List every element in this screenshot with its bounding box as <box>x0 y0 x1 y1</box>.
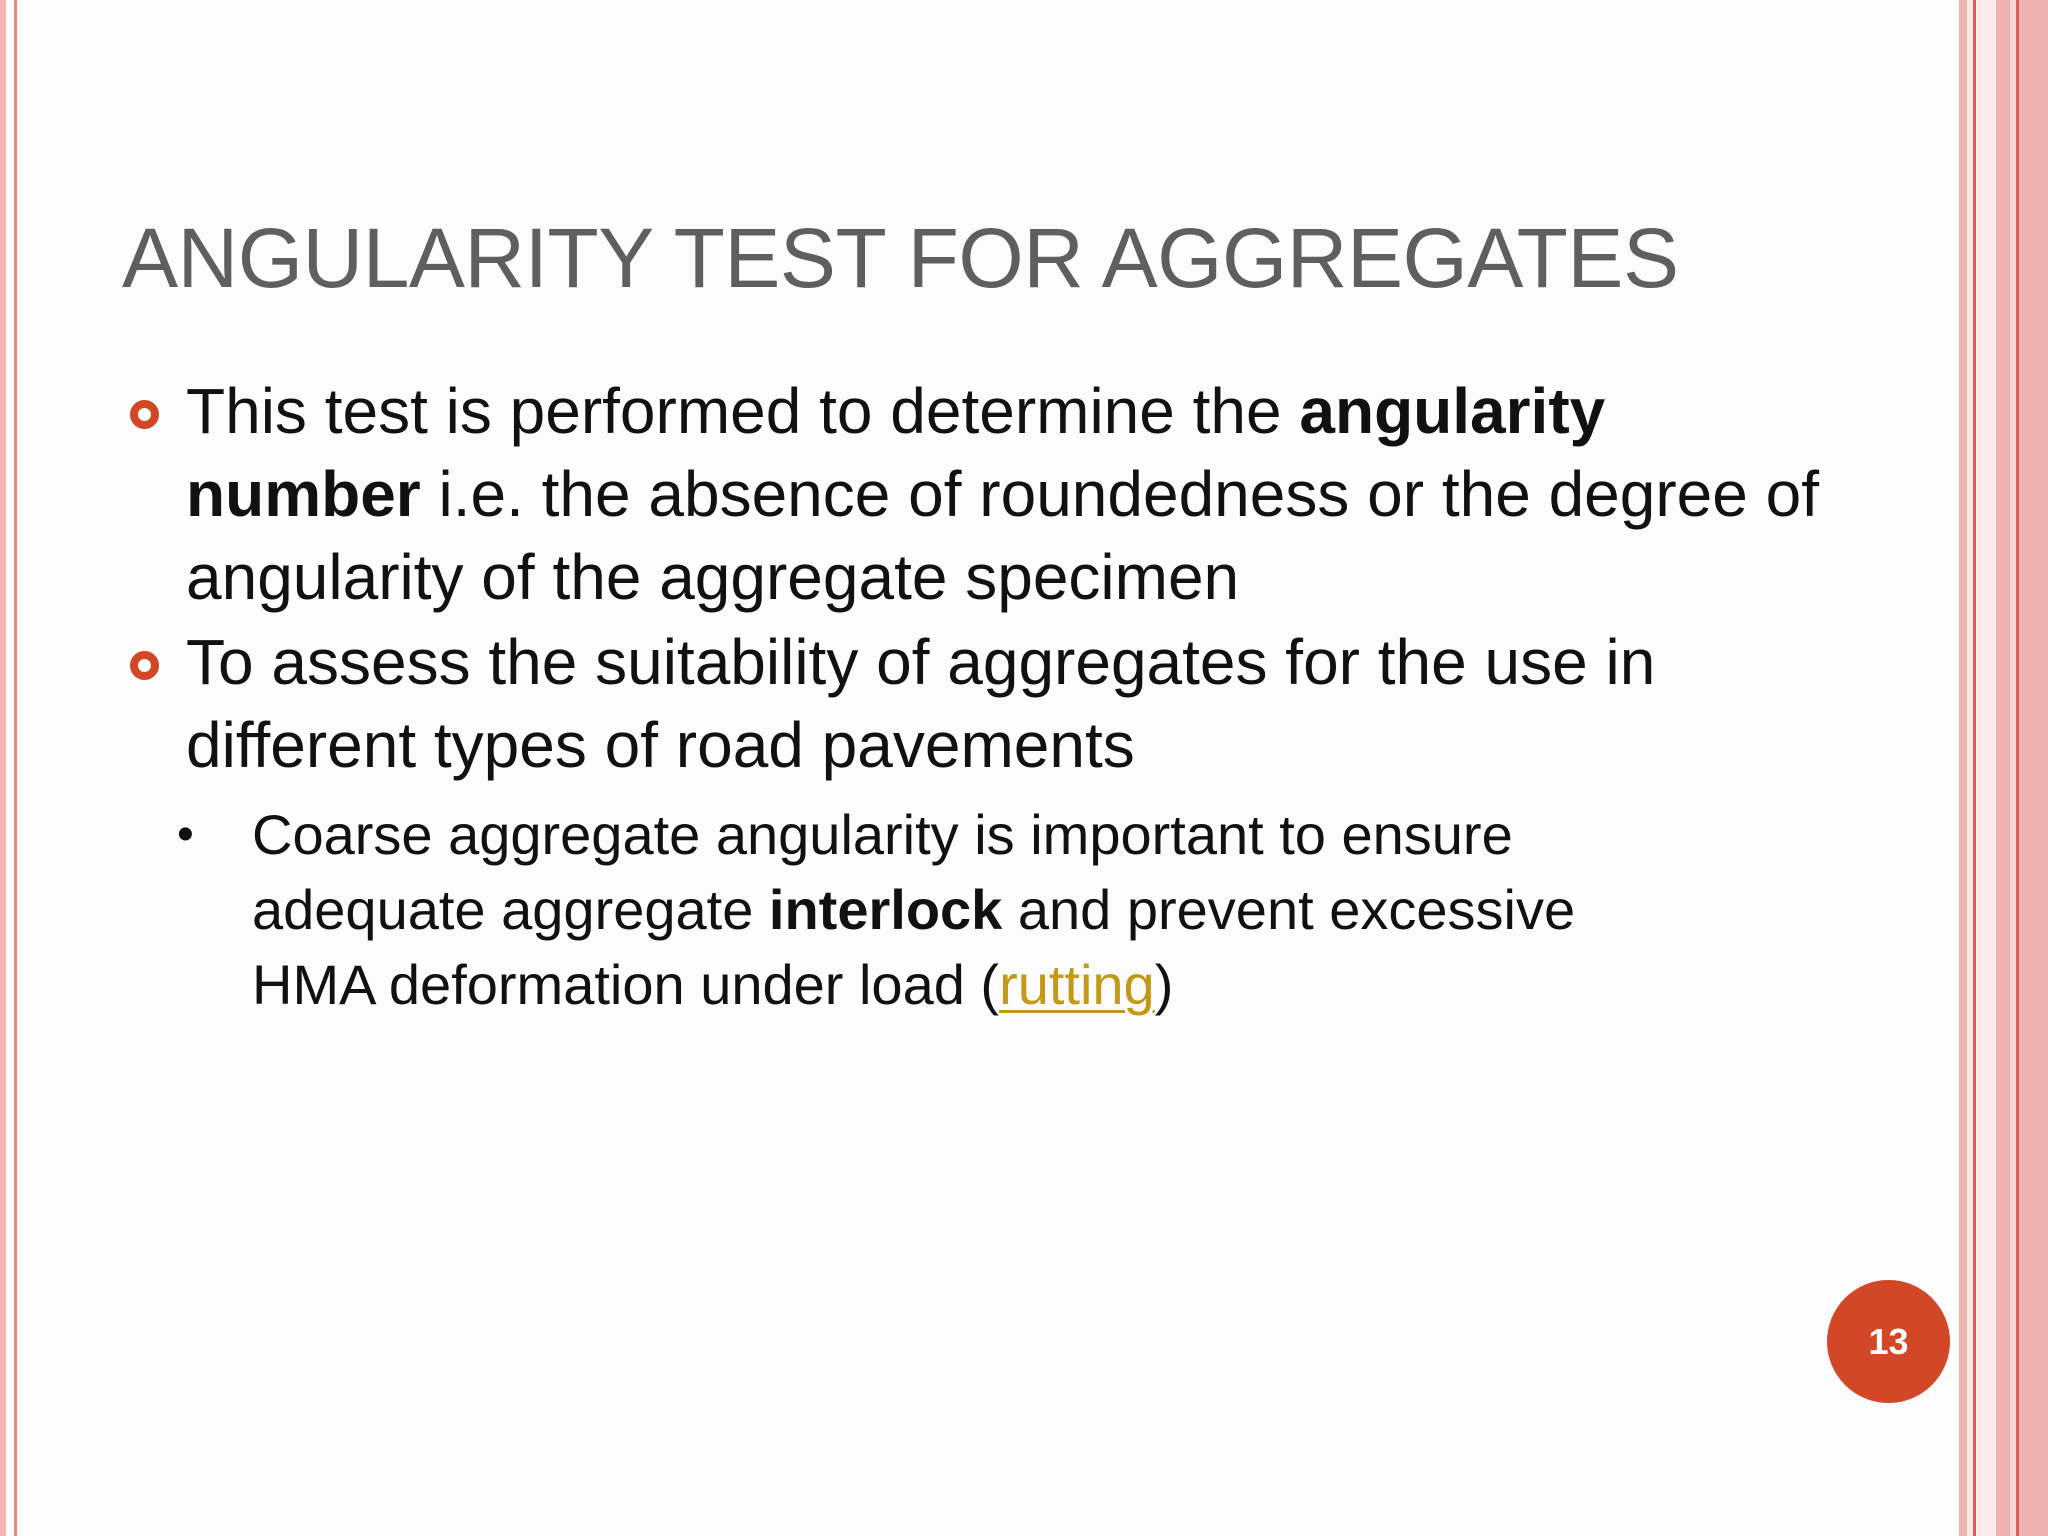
rutting-link[interactable]: rutting <box>999 953 1155 1016</box>
bold-term: angularity number <box>186 375 1606 530</box>
left-border-stripe <box>0 0 6 1536</box>
ring-bullet-icon <box>130 400 159 429</box>
left-border-line <box>14 0 17 1536</box>
ring-bullet-icon <box>130 651 159 680</box>
bullet-item: This test is performed to determine the angularity number i.e. the absence of roundedness or the degree of angularity of the aggregate specimen <box>130 370 1830 619</box>
page-number-badge: 13 <box>1827 1280 1950 1403</box>
right-border-stripe <box>1959 0 1967 1536</box>
bullet-list <box>130 370 1830 1022</box>
bullet-item: To assess the suitability of aggregates for the use in different types of road pavements <box>130 621 1830 787</box>
slide-title: ANGULARITY TEST FOR AGGREGATES <box>122 211 1679 305</box>
dot-bullet-icon: • <box>177 808 194 861</box>
right-border-stripe-outer <box>1996 0 2010 1536</box>
sub-bullet-item: • Coarse aggregate angularity is important to ensure adequate aggregate interlock and prevent excessive HMA deformation under load (rutting) <box>252 797 1652 1022</box>
bold-term: interlock <box>768 878 1003 941</box>
